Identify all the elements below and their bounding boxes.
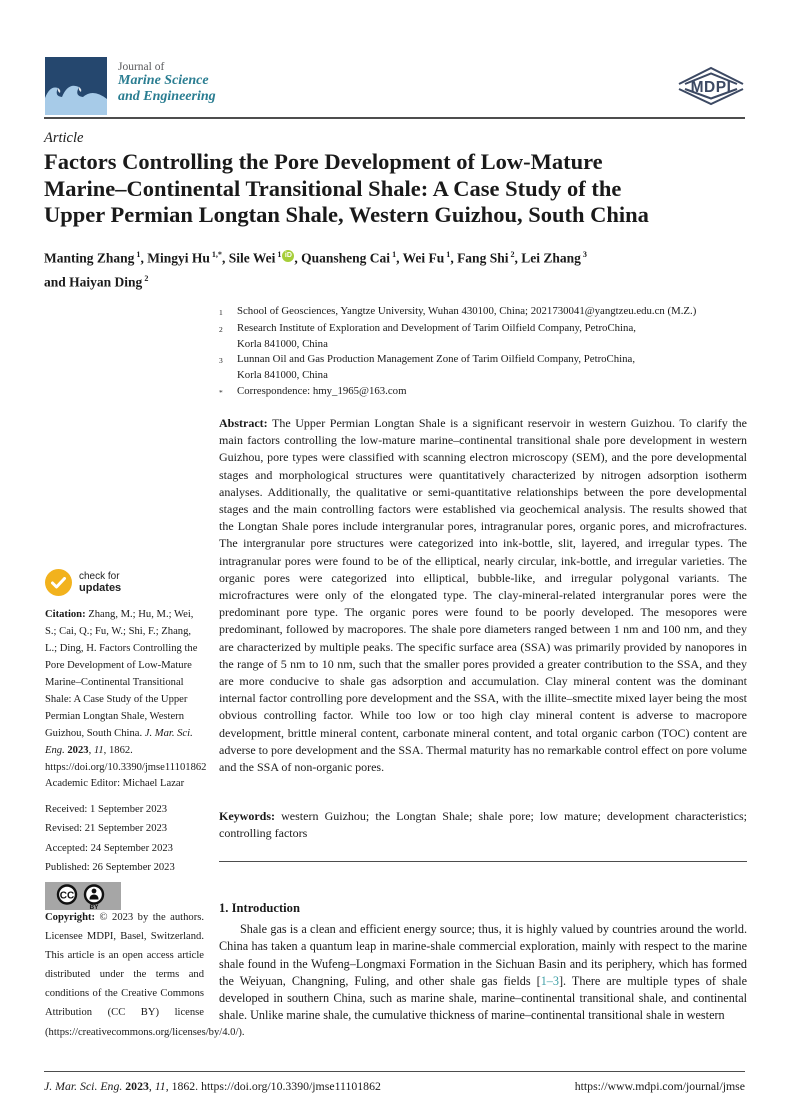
citation-volume: 11 bbox=[93, 745, 104, 756]
keywords-text: western Guizhou; the Longtan Shale; shale pore; low mature; development characteristics; controlling factors bbox=[219, 809, 747, 841]
author-list bbox=[44, 245, 744, 293]
mdpi-logo-text: MDPI bbox=[690, 79, 732, 96]
footer-doi-link[interactable]: https://doi.org/10.3390/jmse11101862 bbox=[201, 1079, 381, 1093]
copyright-label: Copyright: bbox=[45, 912, 96, 923]
published-date: Published: 26 September 2023 bbox=[45, 861, 175, 873]
accepted-date: Accepted: 24 September 2023 bbox=[45, 842, 173, 854]
reference-link-1-3[interactable]: 1–3 bbox=[540, 973, 559, 988]
check-for-updates-badge[interactable] bbox=[45, 569, 121, 596]
orcid-icon[interactable]: iD bbox=[282, 250, 294, 262]
copyright-notice: Copyright: © 2023 by the authors. Licensee MDPI, Basel, Switzerland. This article is an open access article distributed under the terms and conditions of the Creative Commons Attribution (CC BY) license (https://creativecommons.org/licenses/by/4.0/). bbox=[45, 912, 245, 1038]
check-icon bbox=[45, 569, 72, 596]
author-name: Sile Wei bbox=[228, 250, 276, 266]
check-badge-line2: updates bbox=[79, 582, 122, 594]
affiliation-row: 1 School of Geosciences, Yangtze University, Wuhan 430100, China; 2021730041@yangtzeu.edu.cn (M.Z.) bbox=[219, 304, 747, 321]
journal-name-line1: Marine Science bbox=[118, 73, 209, 88]
citation-year: 2023 bbox=[67, 745, 89, 756]
mdpi-logo bbox=[676, 64, 746, 108]
author-name: Wei Fu bbox=[402, 250, 445, 266]
footer bbox=[44, 1079, 745, 1094]
article-type-label: Article bbox=[44, 130, 84, 146]
footer-divider bbox=[44, 1071, 745, 1072]
title-line-2: Marine–Continental Transitional Shale: A Case Study of the bbox=[44, 175, 622, 201]
affiliation-marker: 2 bbox=[219, 324, 223, 334]
title-line-3: Upper Permian Longtan Shale, Western Guizhou, South China bbox=[44, 202, 649, 227]
author-name: Fang Shi bbox=[457, 250, 509, 266]
author-line-1: Manting Zhang $^1$, Mingyi Hu $^{1,*}$, Sile Wei $^1$ iD , Quansheng Cai $^1$, Wei Fu $^1$, Fang Shi $^2$, Lei Zhang $^3$ bbox=[44, 250, 587, 266]
correspondence-row bbox=[219, 384, 747, 401]
author-name: Haiyan Ding bbox=[69, 274, 143, 290]
footer-citation: J. Mar. Sci. Eng. 2023, 11, 1862. https://doi.org/10.3390/jmse11101862 bbox=[44, 1079, 381, 1093]
affiliation-row: 3 Lunnan Oil and Gas Production Management Zone of Tarim Oilfield Company, PetroChina, Korla 841000, China bbox=[219, 352, 747, 384]
affiliation-row: 2 Research Institute of Exploration and Development of Tarim Oilfield Company, PetroChina, Korla 841000, China bbox=[219, 321, 747, 353]
author-line-2: and Haiyan Ding $^2$ bbox=[44, 274, 149, 290]
header-divider bbox=[44, 117, 745, 119]
introduction-paragraph: Shale gas is a clean and efficient energy source; thus, it is highly valued by countries around the world. China has taken a quantum leap in marine-shale commercial exploration, mainly with respect to the marine shale found in the Wufeng–Longmaxi Formation in the Sichuan Basin and its periphery, which has formed the Weiyuan, Changning, Fuling, and other shale gas fields [1–3]. There are multiple types of shale developed in southern China, such as marine shale, marine–continental transitional shale, and continental shale. Unlike marine shale, the cumulative thickness of marine–continental transitional shale in western bbox=[219, 922, 748, 1023]
author-name: Lei Zhang bbox=[521, 250, 581, 266]
keywords-label: Keywords: bbox=[219, 809, 275, 823]
correspondence-email[interactable]: Correspondence: hmy_1965@163.com bbox=[237, 384, 407, 397]
abstract-divider bbox=[219, 861, 747, 862]
received-date: Received: 1 September 2023 bbox=[45, 804, 168, 815]
title-line-1: Factors Controlling the Pore Development of Low-Mature bbox=[44, 149, 603, 174]
cc-by-license-badge[interactable] bbox=[45, 882, 121, 910]
check-badge-line1: check for bbox=[79, 571, 120, 582]
revised-date: Revised: 21 September 2023 bbox=[45, 823, 168, 835]
journal-name-line2: and Engineering bbox=[118, 88, 216, 104]
affiliations bbox=[219, 304, 747, 401]
footer-journal-url[interactable]: https://www.mdpi.com/journal/jmse bbox=[574, 1079, 745, 1093]
citation-block: Citation: Zhang, M.; Hu, M.; Wei, S.; Cai, Q.; Fu, W.; Shi, F.; Zhang, L.; Ding, H. Factors Controlling the Pore Development of Low-Mature Marine–Continental Transitional Shale: A Case Study of the Upper Permian Longtan Shale, Western Guizhou, South China. J. Mar. Sci. Eng. 2023, 11, 1862. https://doi.org/10.3390/jmse11101862 bbox=[45, 609, 207, 773]
correspondence-marker: * bbox=[219, 387, 223, 397]
citation-doi-link[interactable]: https://doi.org/10.3390/jmse11101862 bbox=[45, 762, 207, 773]
keywords bbox=[219, 808, 747, 842]
academic-editor: Academic Editor: Michael Lazar bbox=[45, 778, 185, 789]
cc-icon: CC bbox=[59, 890, 75, 902]
by-label: BY bbox=[89, 904, 99, 910]
article-history bbox=[45, 800, 215, 877]
affiliation-marker: 1 bbox=[219, 308, 223, 317]
abstract-text: The Upper Permian Longtan Shale is a significant reservoir in western Guizhou. To clarify the main factors controlling the low-mature marine–continental transitional shale pore development in western Guizhou, pore types were classified with scanning electron microscopy (SEM), and the pore developmental stages and morphological structures were quantitatively characterized by nitrogen adsorption isotherm analyses. Additionally, the qualitative or semi-quantitative relationships between the pore developmental stages and the main controlling factors were established via geochemical analysis. The results showed that the Longtan Shale pores include intergranular pores, intragranular pores, organic pores, and microfractures. The intergranular pore structures were categorized into ink-bottle, slit, layered, and irregular types. The intragranular pores were found to be of the elliptical, nearly circular, ink-bottle, and irregular varieties. The organic pores were categorized into elliptical, bubble-like, and irregular polygonal variants. The microfractures were only of the elongated type. The clay-mineral-related intergranular pores were the predominant pore type. The organic pores were found to be poorly developed. The mesopores were predominant, followed by macropores. The shale pore diameters ranged between 1 nm and 100 nm, and they are characterized by multiple peaks. The specific surface area (SSA) was primarily provided by nanopores in the range of 5 nm to 10 nm, such that the smaller pores provided a greater contribution to the SSA, and they are more conducive to shale gas adsorption and accumulation. Clay mineral content was the dominant internal factor controlling pore development and the SSA, with the illite–smectite mixed layer being the most obvious controlling factor. While too low or too high clay mineral content is adverse to macropore development, brittle mineral content, carbonate mineral content, and total organic carbon (TOC) content are adverse to pore development and the SSA. Thermal maturity has no remarkable control effect on pore volume and the SSA of non-organic pores. bbox=[219, 416, 747, 775]
affiliation-marker: 3 bbox=[219, 356, 223, 366]
abstract bbox=[219, 415, 747, 776]
author-name: Mingyi Hu bbox=[147, 250, 210, 266]
paper-title bbox=[44, 149, 750, 229]
author-name: Manting Zhang bbox=[44, 250, 135, 266]
section-heading-introduction: 1. Introduction bbox=[219, 901, 300, 915]
citation-label: Citation: bbox=[45, 609, 86, 620]
author-name: Quansheng Cai bbox=[301, 250, 391, 266]
abstract-label: Abstract: bbox=[219, 416, 268, 430]
journal-logo bbox=[45, 57, 216, 115]
journal-of-label: Journal of bbox=[118, 61, 165, 73]
citation-journal: J. Mar. Sci. Eng. bbox=[45, 728, 193, 756]
journal-wave-icon bbox=[45, 57, 107, 115]
